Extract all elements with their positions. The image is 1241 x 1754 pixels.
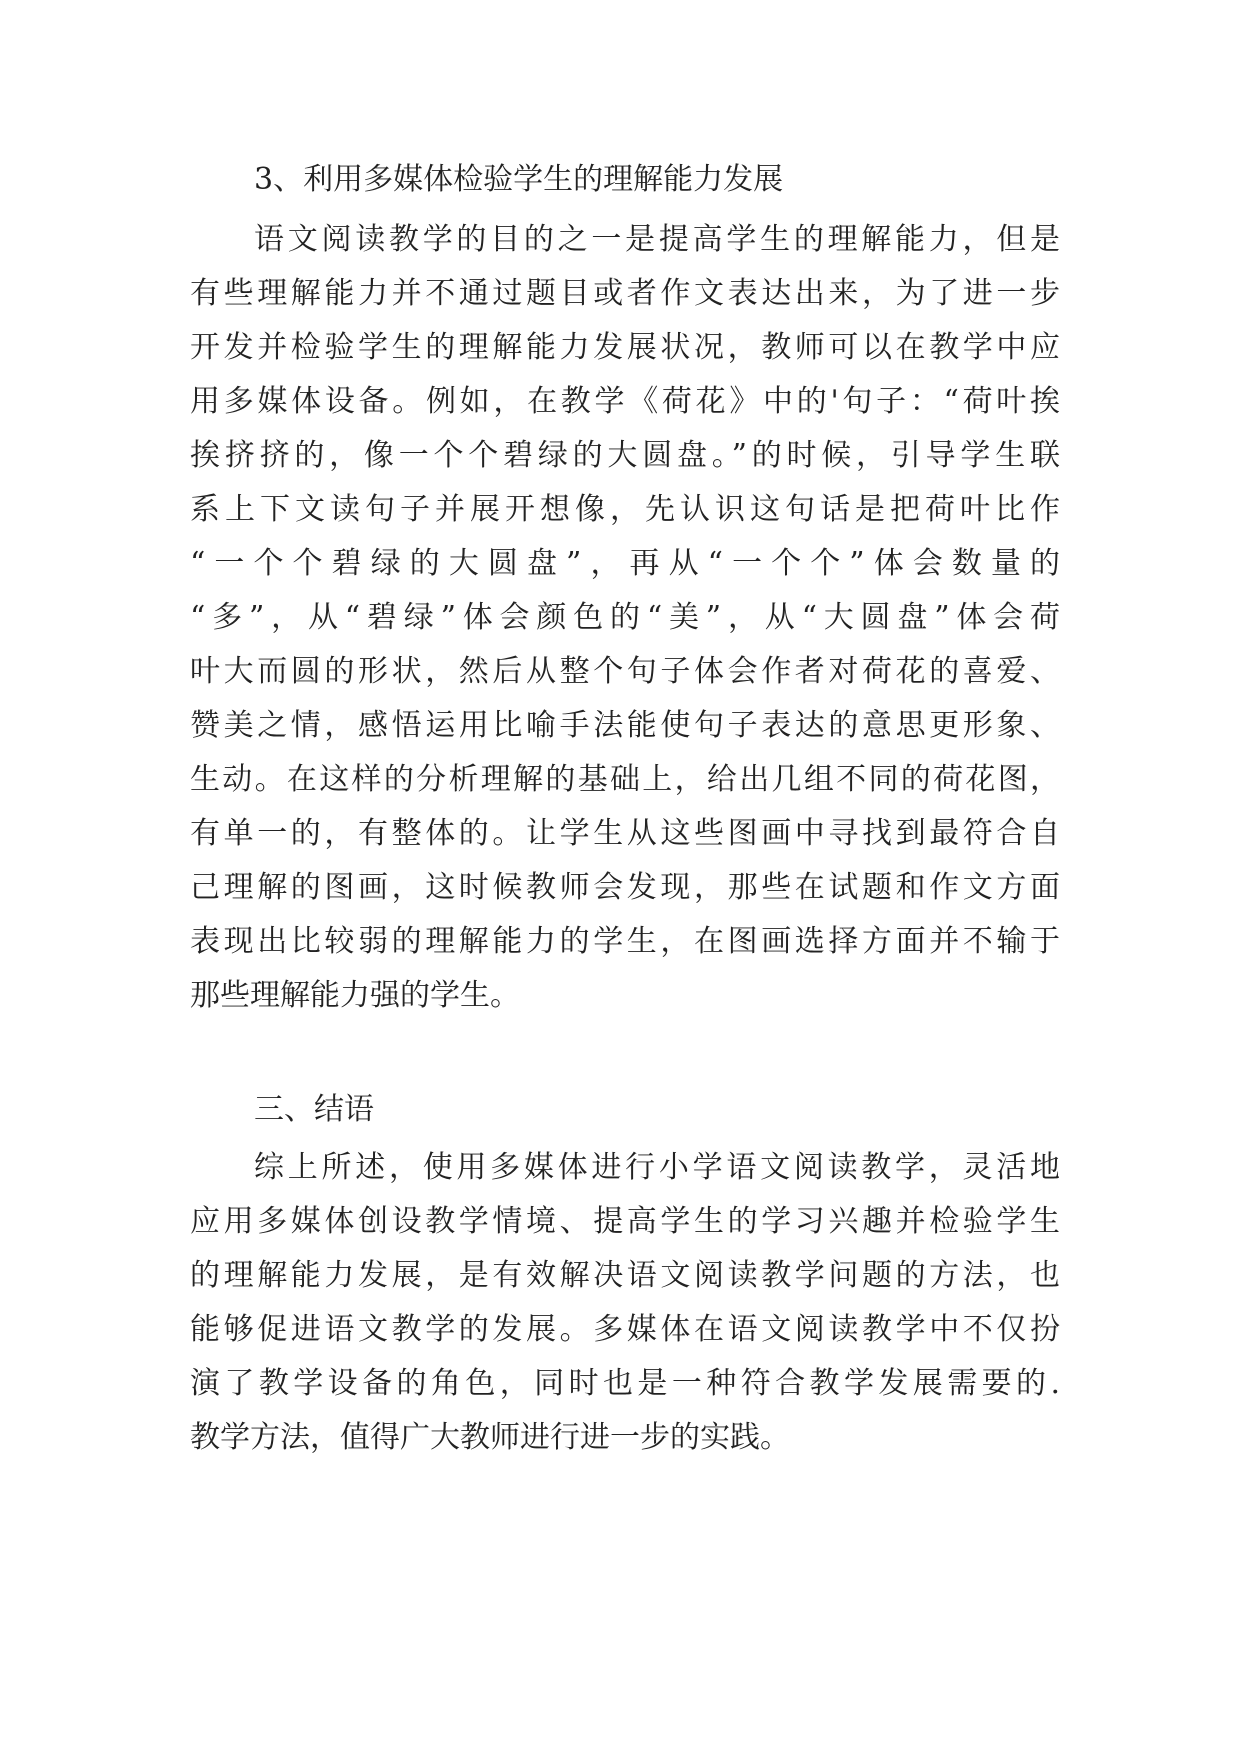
paragraph-line: 表现出比较弱的理解能力的学生，在图画选择方面并不输于 [190, 924, 1060, 959]
paragraph-line: 开发并检验学生的理解能力发展状况，教师可以在教学中应 [190, 330, 1060, 365]
paragraph-line: 那些理解能力强的学生。 [190, 978, 520, 1013]
paragraph-line: “多”，从“碧绿”体会颜色的“美”，从“大圆盘”体会荷 [190, 600, 1060, 635]
paragraph-line: 有些理解能力并不通过题目或者作文表达出来，为了进一步 [190, 276, 1060, 311]
paragraph-line: 综上所述，使用多媒体进行小学语文阅读教学，灵活地 [254, 1150, 1060, 1185]
paragraph-line: 能够促进语文教学的发展。多媒体在语文阅读教学中不仅扮 [190, 1312, 1060, 1347]
paragraph-line: 生动。在这样的分析理解的基础上，给出几组不同的荷花图， [190, 762, 1060, 797]
paragraph-line: 系上下文读句子并展开想像，先认识这句话是把荷叶比作 [190, 492, 1060, 527]
paragraph-line: 演了教学设备的角色，同时也是一种符合教学发展需要的. [190, 1366, 1060, 1401]
paragraph-line: 叶大而圆的形状，然后从整个句子体会作者对荷花的喜爱、 [190, 654, 1060, 689]
paragraph-line: 有单一的，有整体的。让学生从这些图画中寻找到最符合自 [190, 816, 1060, 851]
section-heading: 3、利用多媒体检验学生的理解能力发展 [254, 162, 784, 197]
paragraph-line: 应用多媒体创设教学情境、提高学生的学习兴趣并检验学生 [190, 1204, 1060, 1239]
paragraph-line: 赞美之情，感悟运用比喻手法能使句子表达的意思更形象、 [190, 708, 1060, 743]
paragraph-line: 的理解能力发展，是有效解决语文阅读教学问题的方法，也 [190, 1258, 1060, 1293]
paragraph-line: “一个个碧绿的大圆盘”，再从“一个个”体会数量的 [190, 546, 1060, 581]
paragraph-line: 挨挤挤的，像一个个碧绿的大圆盘。”的时候，引导学生联 [190, 438, 1060, 473]
paragraph-line: 用多媒体设备。例如，在教学《荷花》中的'句子：“荷叶挨 [190, 384, 1060, 419]
paragraph-line: 教学方法，值得广大教师进行进一步的实践。 [190, 1420, 790, 1455]
section-heading: 三、结语 [254, 1092, 374, 1127]
paragraph-line: 己理解的图画，这时候教师会发现，那些在试题和作文方面 [190, 870, 1060, 905]
paragraph-line: 语文阅读教学的目的之一是提高学生的理解能力，但是 [254, 222, 1060, 257]
